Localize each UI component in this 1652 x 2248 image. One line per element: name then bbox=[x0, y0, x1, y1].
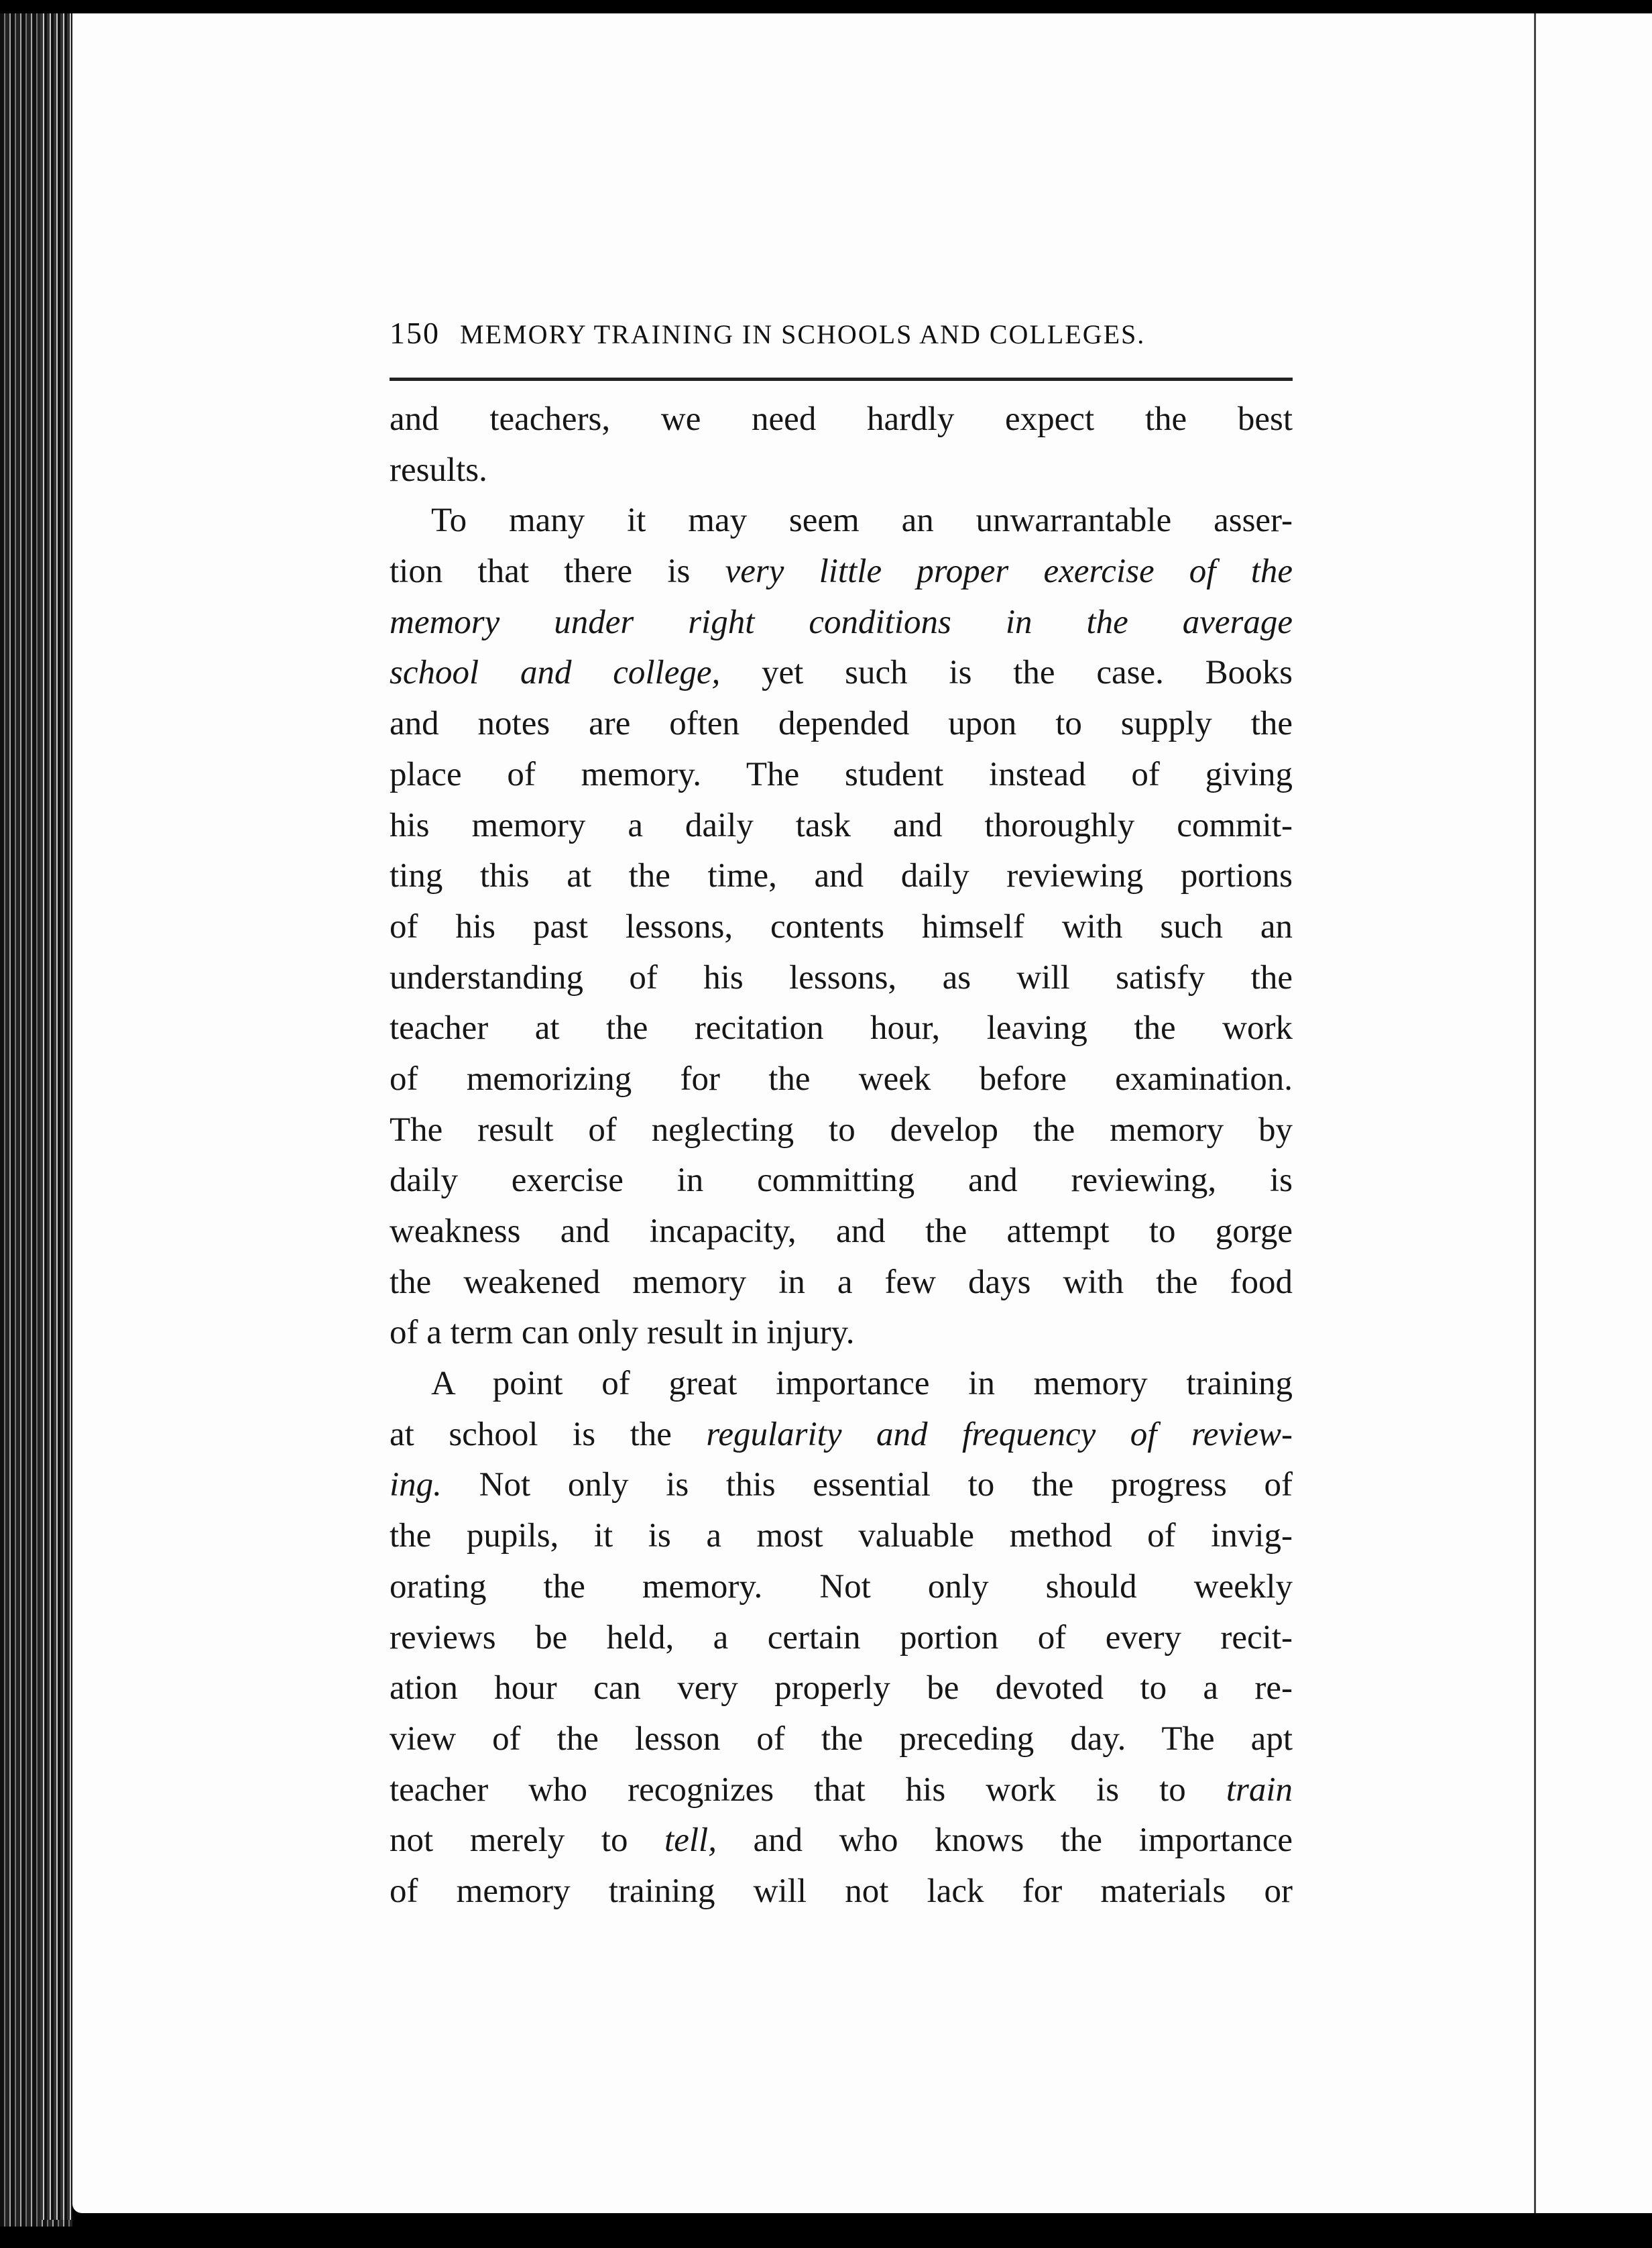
text-line bbox=[390, 1815, 1293, 1866]
text-segment: the weakened memory in a few days with the food bbox=[390, 1263, 1293, 1301]
text-line bbox=[390, 1410, 1293, 1461]
text-line bbox=[390, 648, 1293, 699]
text-segment: the pupils, it is a most valuable method of invig- bbox=[390, 1517, 1293, 1555]
italic-text: school and college, bbox=[390, 654, 721, 692]
italic-text: very little proper exercise of the bbox=[725, 553, 1293, 591]
text-segment: understanding of his lessons, as will satisfy the bbox=[390, 958, 1293, 997]
text-line bbox=[390, 1054, 1293, 1105]
text-line bbox=[390, 547, 1293, 598]
text-line bbox=[390, 1105, 1293, 1156]
italic-text: regularity and frequency of review- bbox=[706, 1415, 1293, 1453]
text-segment: and teachers, we need hardly expect the best bbox=[390, 400, 1293, 438]
text-line bbox=[390, 750, 1293, 801]
text-segment: yet such is the case. Books bbox=[720, 654, 1293, 692]
text-segment: To many it may seem an unwarrantable asser- bbox=[431, 502, 1293, 540]
page-number: 150 bbox=[390, 316, 440, 350]
text-segment: teacher at the recitation hour, leaving the work bbox=[390, 1009, 1293, 1048]
text-segment: place of memory. The student instead of giving bbox=[390, 755, 1293, 793]
page-gutter-line bbox=[1534, 13, 1536, 2213]
italic-text: ing. bbox=[390, 1466, 442, 1504]
text-segment: tion that there is bbox=[390, 553, 725, 591]
text-line bbox=[390, 445, 1293, 496]
text-segment: not merely to bbox=[390, 1821, 665, 1860]
text-line bbox=[390, 902, 1293, 953]
text-segment: ation hour can very properly be devoted to a re- bbox=[390, 1669, 1293, 1707]
body-text bbox=[390, 394, 1293, 1917]
text-segment: of memorizing for the week before examination. bbox=[390, 1060, 1293, 1098]
text-segment: and who knows the importance bbox=[716, 1821, 1293, 1860]
text-segment: orating the memory. Not only should weekly bbox=[390, 1567, 1293, 1606]
italic-text: tell, bbox=[664, 1821, 717, 1860]
text-line bbox=[390, 851, 1293, 902]
text-segment: of his past lessons, contents himself with such an bbox=[390, 907, 1293, 946]
text-segment: The result of neglecting to develop the memory by bbox=[390, 1111, 1293, 1149]
text-segment: results. bbox=[390, 451, 487, 489]
running-title: MEMORY TRAINING IN SCHOOLS AND COLLEGES. bbox=[460, 319, 1146, 349]
text-line bbox=[390, 1156, 1293, 1206]
text-line bbox=[390, 1663, 1293, 1714]
text-segment: of memory training will not lack for materials or bbox=[390, 1872, 1293, 1910]
text-line bbox=[390, 1460, 1293, 1511]
text-segment: reviews be held, a certain portion of every recit- bbox=[390, 1618, 1293, 1656]
text-line bbox=[390, 1714, 1293, 1765]
italic-text: train bbox=[1226, 1771, 1293, 1809]
text-line bbox=[390, 1613, 1293, 1664]
text-segment: at school is the bbox=[390, 1415, 707, 1453]
text-segment: weakness and incapacity, and the attempt to gorge bbox=[390, 1213, 1293, 1250]
running-header bbox=[390, 315, 1275, 351]
text-segment: daily exercise in committing and reviewing, is bbox=[390, 1162, 1293, 1200]
text-line bbox=[390, 1359, 1293, 1410]
text-segment: teacher who recognizes that his work is to bbox=[390, 1771, 1226, 1809]
text-segment: A point of great importance in memory training bbox=[431, 1365, 1293, 1403]
text-line bbox=[390, 699, 1293, 750]
text-line bbox=[390, 1765, 1293, 1816]
italic-text: memory under right conditions in the average bbox=[390, 603, 1293, 641]
text-line bbox=[390, 1003, 1293, 1054]
text-segment: ting this at the time, and daily reviewing portions bbox=[390, 857, 1293, 895]
text-segment: view of the lesson of the preceding day. The apt bbox=[390, 1720, 1293, 1758]
text-line bbox=[390, 394, 1293, 445]
text-line bbox=[390, 1257, 1293, 1308]
text-line bbox=[390, 1866, 1293, 1917]
text-segment: his memory a daily task and thoroughly commit- bbox=[390, 806, 1293, 844]
text-segment: of a term can only result in injury. bbox=[390, 1314, 855, 1352]
text-segment: Not only is this essential to the progress of bbox=[441, 1466, 1293, 1504]
page-stack-edges-inner bbox=[40, 13, 72, 2220]
text-line bbox=[390, 1308, 1293, 1359]
header-rule bbox=[390, 378, 1293, 381]
text-line bbox=[390, 1562, 1293, 1613]
text-line bbox=[390, 598, 1293, 649]
text-segment: and notes are often depended upon to supply the bbox=[390, 705, 1293, 743]
text-line bbox=[390, 953, 1293, 1004]
text-line bbox=[390, 496, 1293, 547]
text-line bbox=[390, 1206, 1293, 1257]
text-line bbox=[390, 801, 1293, 852]
text-line bbox=[390, 1511, 1293, 1562]
